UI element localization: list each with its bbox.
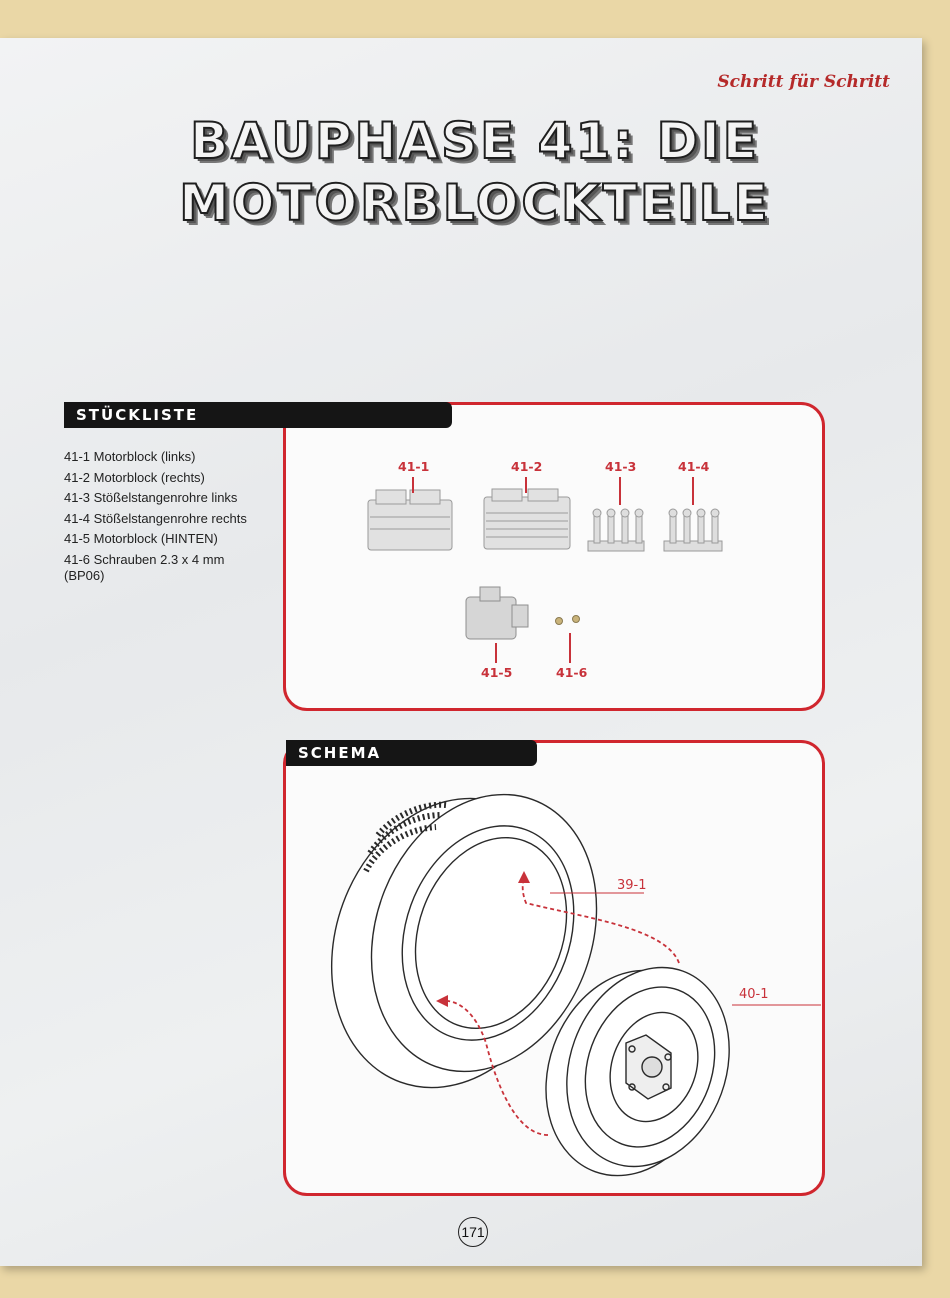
part-41-5-shape bbox=[466, 587, 528, 639]
title-line-2: MOTORBLOCKTEILE bbox=[179, 174, 771, 232]
photo-label-41-5: 41-5 bbox=[481, 665, 513, 680]
photo-label-41-3: 41-3 bbox=[605, 459, 637, 474]
leader-line bbox=[412, 477, 414, 493]
part-41-1-shape bbox=[368, 490, 452, 550]
list-item: 41-2 Motorblock (rechts) bbox=[64, 469, 205, 485]
list-item: 41-5 Motorblock (HINTEN) bbox=[64, 531, 218, 546]
leader-line bbox=[569, 633, 571, 663]
parts-photo-frame bbox=[283, 402, 825, 711]
schema-frame bbox=[283, 740, 825, 1196]
photo-label-41-6: 41-6 bbox=[556, 665, 588, 680]
part-41-2-shape bbox=[484, 489, 570, 549]
photo-label-41-4: 41-4 bbox=[678, 459, 710, 474]
photo-label-41-2: 41-2 bbox=[511, 459, 543, 474]
leader-line bbox=[495, 643, 497, 663]
list-item: 41-6 Schrauben 2.3 x 4 mm (BP06) bbox=[64, 551, 225, 583]
leader-line bbox=[692, 477, 694, 505]
photo-label-41-1: 41-1 bbox=[398, 459, 430, 474]
callout-40-1: 40-1 bbox=[739, 987, 769, 1002]
page-title bbox=[0, 110, 950, 234]
part-41-6-shape bbox=[556, 616, 580, 625]
schema-heading: SCHEMA bbox=[286, 740, 537, 766]
list-item: 41-1 Motorblock (links) bbox=[64, 449, 196, 464]
leader-line bbox=[619, 477, 621, 505]
leader-line bbox=[525, 477, 527, 493]
list-item: 41-4 Stößelstangenrohre rechts bbox=[64, 510, 247, 526]
schema-diagram bbox=[286, 743, 822, 1193]
parts-list-heading: STÜCKLISTE bbox=[64, 402, 452, 428]
parts-list bbox=[64, 447, 264, 584]
part-41-4-shape bbox=[664, 509, 722, 551]
section-kicker: Schritt für Schritt bbox=[717, 72, 890, 92]
list-item: 41-3 Stößelstangenrohre links bbox=[64, 490, 238, 505]
parts-photo bbox=[286, 405, 822, 708]
part-41-3-shape bbox=[588, 509, 644, 551]
page-number: 171 bbox=[458, 1217, 488, 1247]
title-line-1: BAUPHASE 41: DIE bbox=[190, 112, 760, 170]
callout-39-1: 39-1 bbox=[617, 878, 647, 893]
